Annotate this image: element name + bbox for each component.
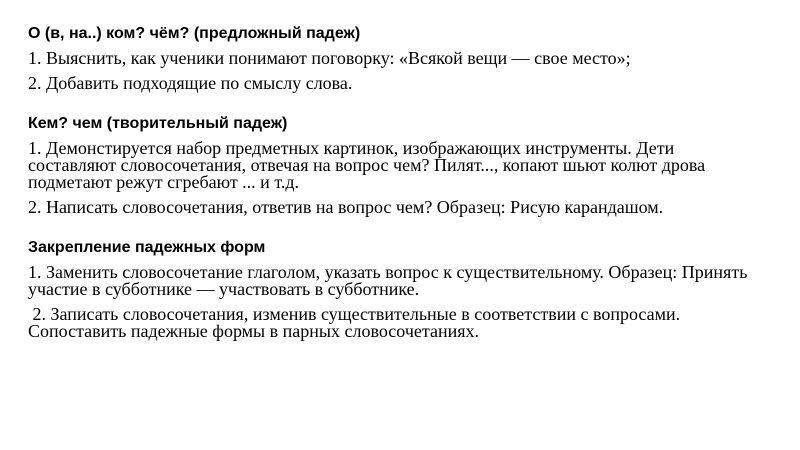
list-item: 1. Выяснить, как ученики понимают поговорку: «Всякой вещи — свое место»; — [28, 48, 631, 68]
section-prepositional-case — [28, 24, 748, 92]
list-item: 2. Написать словосочетания, ответив на вопрос чем? Образец: Рисую карандашом. — [28, 197, 664, 217]
list-item: 1. Демонстируется набор предметных картинок, изображающих инструменты. Дети составляют словосочетания, отвечая на вопрос чем? Пилят..., копают шьют колют дрова подметают режут сгребают ... и т.д. — [28, 138, 706, 192]
section-instrumental-case — [28, 114, 748, 216]
section-heading: Кем? чем (творительный падеж) — [28, 115, 288, 132]
section-heading: Закрепление падежных форм — [28, 239, 266, 256]
section-case-forms — [28, 238, 748, 340]
document-page — [28, 24, 748, 362]
list-item: 2. Добавить подходящие по смыслу слова. — [28, 73, 353, 93]
list-item: 1. Заменить словосочетание глаголом, указать вопрос к существительному. Образец: Принять участие в субботнике — участвовать в субботнике. — [28, 262, 748, 299]
section-heading: О (в, на..) ком? чём? (предложный падеж) — [28, 25, 361, 42]
list-item: 2. Записать словосочетания, изменив существительные в соответствии с вопросами. Сопоставить падежные формы в парных словосочетаниях. — [28, 304, 685, 341]
